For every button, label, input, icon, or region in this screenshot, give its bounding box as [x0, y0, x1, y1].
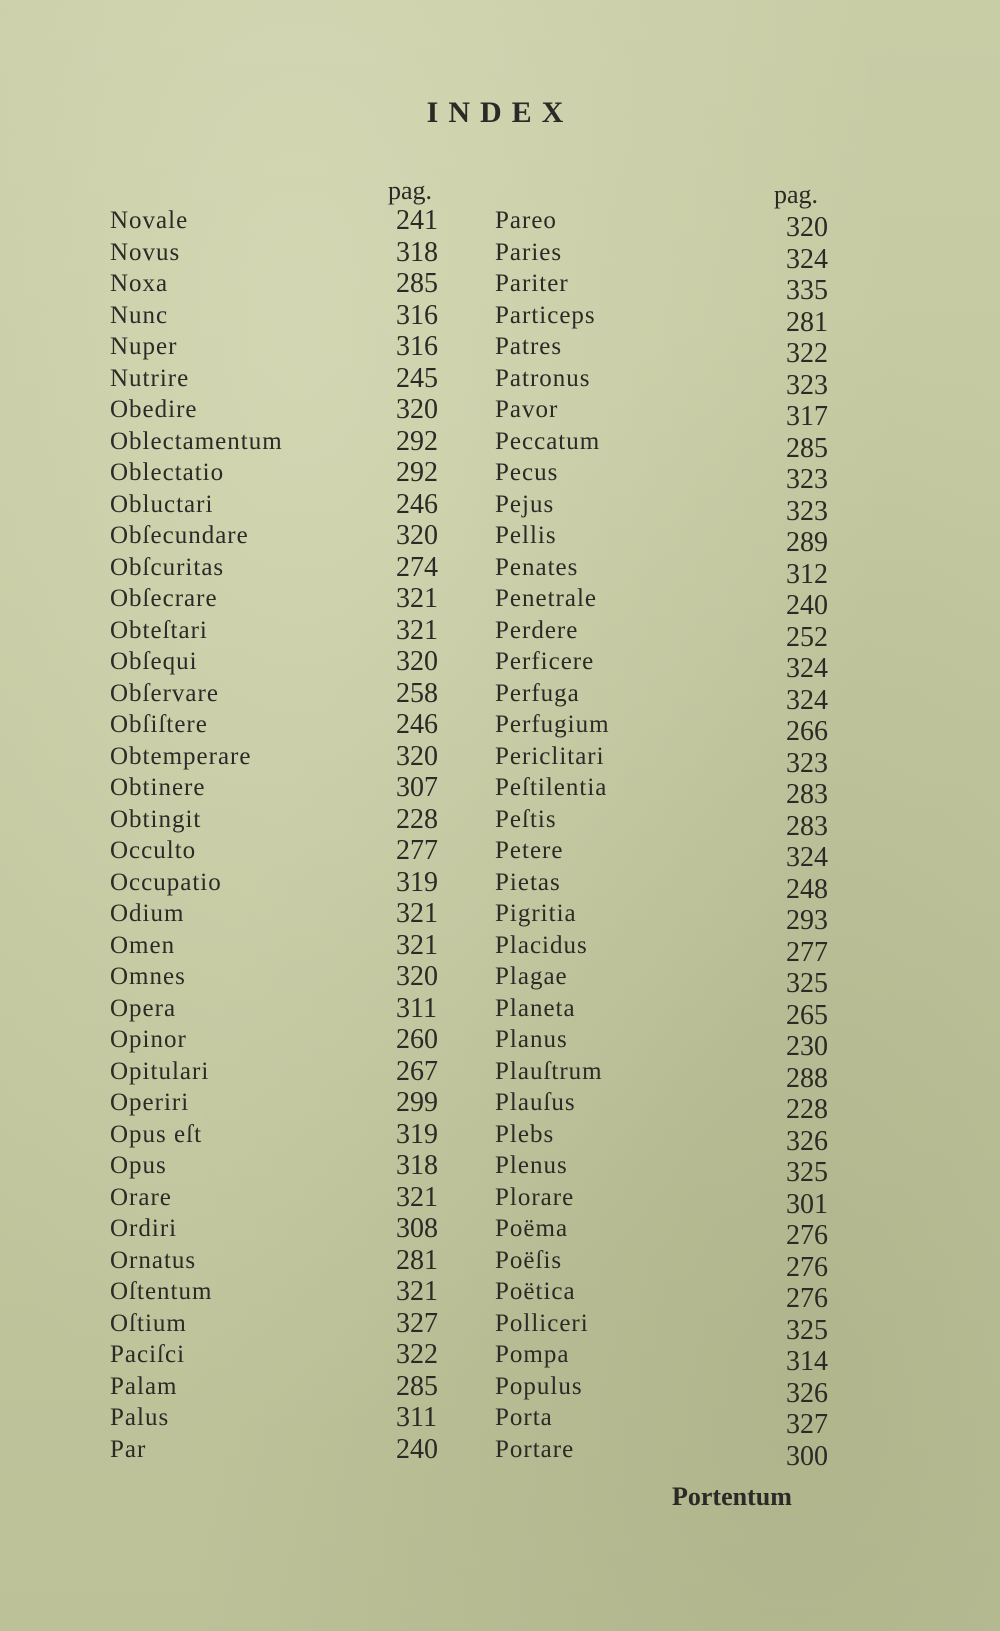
- index-entry-page: 240: [786, 590, 828, 621]
- index-entry-page: 311: [396, 1402, 437, 1433]
- index-entry-page: 267: [396, 1055, 438, 1087]
- index-entry-term: Placidus: [495, 931, 588, 959]
- left-pag-label: pag.: [388, 176, 433, 205]
- index-entry-term: Penetrale: [495, 585, 598, 612]
- index-entry-page: 293: [786, 905, 828, 936]
- index-entry-page: 325: [786, 1157, 828, 1188]
- index-entry-term: Pecus: [495, 459, 559, 486]
- catchword: Portentum: [672, 1482, 792, 1511]
- index-entry-term: Oblectatio: [110, 459, 225, 486]
- index-entry-term: Ornatus: [110, 1246, 197, 1274]
- index-entry-term: Novale: [110, 207, 189, 234]
- index-entry-page: 311: [396, 992, 437, 1024]
- index-entry-page: 320: [396, 394, 438, 425]
- index-entry-term: Porta: [495, 1404, 553, 1431]
- index-entry-page: 320: [396, 740, 438, 772]
- index-entry-page: 248: [786, 873, 828, 905]
- index-entry-page: 283: [786, 810, 828, 842]
- index-entry-page: 325: [786, 968, 828, 999]
- index-entry-page: 258: [396, 677, 438, 709]
- index-entry-term: Obedire: [110, 396, 198, 423]
- index-entry-term: Polliceri: [495, 1309, 589, 1337]
- index-entry-term: Patronus: [495, 364, 591, 392]
- index-entry-term: Opinor: [110, 1026, 187, 1053]
- index-entry-page: 246: [396, 709, 438, 740]
- index-entry-term: Obſequi: [110, 648, 198, 675]
- index-entry-page: 281: [396, 1244, 438, 1276]
- index-entry-page: 321: [396, 1276, 438, 1307]
- index-entry-term: Odium: [110, 900, 185, 927]
- index-entry-term: Obtingit: [110, 805, 202, 833]
- index-entry-page: 285: [396, 268, 438, 299]
- index-entry-page: 276: [786, 1283, 828, 1314]
- index-entry-page: 312: [786, 558, 828, 590]
- index-entry-page: 292: [396, 457, 438, 488]
- index-entry-term: Nunc: [110, 301, 169, 329]
- index-entry-term: Portare: [495, 1435, 575, 1463]
- index-entry-term: Palus: [110, 1404, 170, 1431]
- index-entry-term: Perfugium: [495, 711, 610, 738]
- index-entry-term: Poëma: [495, 1215, 569, 1242]
- index-entry-term: Obſiſtere: [110, 711, 208, 738]
- index-entry-page: 317: [786, 401, 828, 432]
- index-entry-page: 326: [786, 1125, 828, 1157]
- left-page-column: [396, 205, 466, 1465]
- index-entry-term: Opera: [110, 994, 177, 1022]
- index-entry-term: Obluctari: [110, 490, 214, 518]
- index-entry-page: 321: [396, 614, 438, 646]
- index-entry-page: 240: [396, 1433, 438, 1465]
- index-entry-term: Perfuga: [495, 679, 580, 707]
- index-entry-term: Populus: [495, 1372, 583, 1400]
- page-heading: INDEX: [426, 96, 574, 129]
- index-entry-page: 324: [786, 842, 828, 873]
- index-entry-term: Obtinere: [110, 774, 206, 801]
- index-entry-term: Ordiri: [110, 1215, 178, 1242]
- index-entry-term: Planus: [495, 1026, 568, 1053]
- index-entry-term: Periclitari: [495, 742, 605, 770]
- index-entry-page: 277: [396, 835, 438, 866]
- index-entry-term: Occupatio: [110, 868, 222, 896]
- right-word-column: [495, 205, 695, 1465]
- index-entry-page: 314: [786, 1346, 828, 1377]
- index-entry-page: 316: [396, 331, 438, 362]
- index-entry-page: 319: [396, 1118, 438, 1150]
- index-entry-page: 323: [786, 495, 828, 527]
- index-entry-term: Perficere: [495, 648, 595, 675]
- index-entry-term: Pigritia: [495, 900, 577, 927]
- index-entry-term: Plenus: [495, 1152, 568, 1179]
- index-entry-page: 285: [786, 432, 828, 464]
- index-entry-term: Plauſtrum: [495, 1057, 603, 1085]
- index-entry-term: Oſtentum: [110, 1278, 213, 1305]
- index-entry-term: Operiri: [110, 1089, 190, 1116]
- index-entry-term: Oſtium: [110, 1309, 187, 1337]
- index-entry-page: 307: [396, 772, 438, 803]
- index-entry-page: 285: [396, 1370, 438, 1402]
- index-entry-term: Patres: [495, 333, 563, 360]
- index-entry-page: 266: [786, 716, 828, 747]
- index-entry-page: 326: [786, 1377, 828, 1409]
- index-entry-term: Plorare: [495, 1183, 575, 1211]
- index-entry-page: 281: [786, 306, 828, 338]
- index-entry-term: Omen: [110, 931, 176, 959]
- index-entry-term: Planeta: [495, 994, 576, 1022]
- index-entry-page: 277: [786, 936, 828, 968]
- index-entry-term: Peſtilentia: [495, 774, 608, 801]
- index-entry-term: Occulto: [110, 837, 197, 864]
- index-entry-term: Obſecrare: [110, 585, 218, 612]
- index-entry-page: 292: [396, 425, 438, 457]
- index-entry-term: Palam: [110, 1372, 178, 1400]
- index-entry-term: Opus eſt: [110, 1120, 203, 1148]
- index-entry-page: 265: [786, 999, 828, 1031]
- index-entry-page: 316: [396, 299, 438, 331]
- right-pag-label: pag.: [774, 180, 819, 209]
- index-entry-page: 228: [786, 1094, 828, 1125]
- index-entry-term: Pompa: [495, 1341, 570, 1368]
- index-entry-page: 245: [396, 362, 438, 394]
- index-entry-term: Novus: [110, 238, 181, 266]
- index-entry-page: 320: [786, 212, 828, 243]
- index-entry-page: 324: [786, 653, 828, 684]
- index-entry-page: 325: [786, 1314, 828, 1346]
- index-entry-page: 323: [786, 369, 828, 401]
- index-entry-page: 246: [396, 488, 438, 520]
- index-entry-page: 335: [786, 275, 828, 306]
- index-entry-term: Peccatum: [495, 427, 601, 455]
- index-entry-term: Plauſus: [495, 1089, 576, 1116]
- index-entry-term: Pareo: [495, 207, 557, 234]
- index-entry-page: 322: [396, 1339, 438, 1370]
- index-entry-term: Paries: [495, 238, 563, 266]
- index-entry-term: Poëſis: [495, 1246, 563, 1274]
- index-entry-term: Obtemperare: [110, 742, 252, 770]
- index-entry-term: Opitulari: [110, 1057, 210, 1085]
- index-entry-page: 283: [786, 779, 828, 810]
- index-entry-page: 301: [786, 1188, 828, 1220]
- index-entry-page: 299: [396, 1087, 438, 1118]
- index-entry-page: 252: [786, 621, 828, 653]
- index-entry-term: Obteſtari: [110, 616, 208, 644]
- index-entry-page: 320: [396, 646, 438, 677]
- index-entry-term: Plebs: [495, 1120, 555, 1148]
- index-entry-term: Opus: [110, 1152, 167, 1179]
- index-entry-term: Par: [110, 1435, 147, 1463]
- index-entry-page: 260: [396, 1024, 438, 1055]
- index-entry-term: Pellis: [495, 522, 557, 549]
- index-entry-page: 319: [396, 866, 438, 898]
- index-entry-term: Pietas: [495, 868, 561, 896]
- index-entry-page: 274: [396, 551, 438, 583]
- index-entry-page: 320: [396, 961, 438, 992]
- index-entry-page: 321: [396, 929, 438, 961]
- index-entry-page: 320: [396, 520, 438, 551]
- index-entry-page: 228: [396, 803, 438, 835]
- index-entry-term: Obſecundare: [110, 522, 249, 549]
- index-entry-term: Obſervare: [110, 679, 219, 707]
- index-entry-term: Paciſci: [110, 1341, 186, 1368]
- right-page-column: [786, 212, 856, 1472]
- index-entry-term: Pavor: [495, 396, 559, 423]
- index-entry-page: 327: [396, 1307, 438, 1339]
- index-entry-page: 230: [786, 1031, 828, 1062]
- index-entry-page: 322: [786, 338, 828, 369]
- left-word-column: [110, 205, 360, 1465]
- index-entry-term: Peſtis: [495, 805, 557, 833]
- index-entry-term: Petere: [495, 837, 564, 864]
- index-entry-term: Plagae: [495, 963, 568, 990]
- index-entry-page: 289: [786, 527, 828, 558]
- index-entry-page: 276: [786, 1251, 828, 1283]
- index-entry-page: 308: [396, 1213, 438, 1244]
- index-entry-page: 327: [786, 1409, 828, 1440]
- index-entry-page: 318: [396, 1150, 438, 1181]
- index-entry-page: 324: [786, 243, 828, 275]
- index-entry-term: Penates: [495, 553, 579, 581]
- index-entry-page: 321: [396, 1181, 438, 1213]
- index-entry-term: Perdere: [495, 616, 579, 644]
- index-entry-page: 288: [786, 1062, 828, 1094]
- index-entry-page: 241: [396, 205, 438, 236]
- index-entry-page: 300: [786, 1440, 828, 1472]
- index-entry-term: Orare: [110, 1183, 172, 1211]
- index-entry-page: 324: [786, 684, 828, 716]
- index-entry-page: 323: [786, 747, 828, 779]
- index-entry-term: Omnes: [110, 963, 186, 990]
- index-entry-term: Nutrire: [110, 364, 190, 392]
- index-entry-term: Pariter: [495, 270, 569, 297]
- index-entry-page: 323: [786, 464, 828, 495]
- index-entry-term: Poëtica: [495, 1278, 576, 1305]
- index-entry-term: Noxa: [110, 270, 169, 297]
- index-entry-term: Pejus: [495, 490, 555, 518]
- index-entry-page: 321: [396, 898, 438, 929]
- index-entry-term: Particeps: [495, 301, 596, 329]
- index-entry-page: 318: [396, 236, 438, 268]
- index-entry-page: 276: [786, 1220, 828, 1251]
- index-entry-page: 321: [396, 583, 438, 614]
- index-entry-term: Oblectamentum: [110, 427, 283, 455]
- index-entry-term: Nuper: [110, 333, 178, 360]
- index-entry-term: Obſcuritas: [110, 553, 225, 581]
